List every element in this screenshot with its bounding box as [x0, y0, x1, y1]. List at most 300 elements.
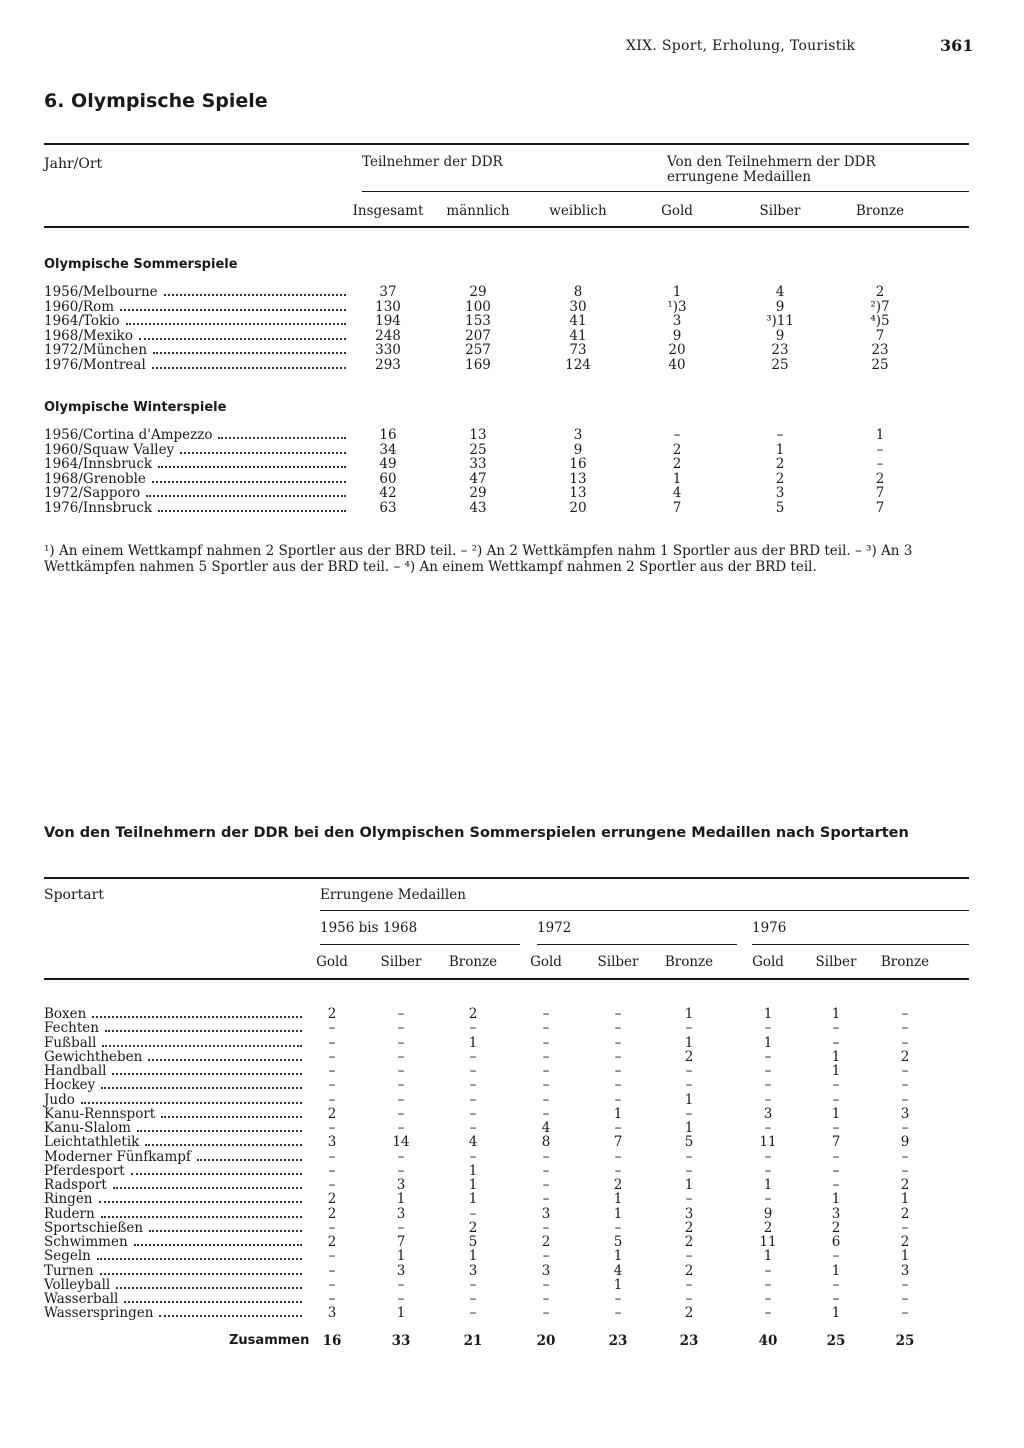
table-cell: –: [832, 1291, 840, 1307]
row-label: Schwimmen: [44, 1234, 128, 1250]
table-cell: –: [832, 1077, 840, 1094]
table-cell: 41: [569, 327, 587, 344]
row-label: 1968/Mexiko: [44, 327, 133, 344]
table-cell: 1: [900, 1248, 910, 1265]
table-cell: 1: [468, 1248, 478, 1265]
total-cell: 25: [895, 1333, 915, 1349]
table1-subheader-5: Silber: [759, 203, 801, 219]
table-cell: 1: [396, 1248, 406, 1265]
table-cell: 3: [775, 485, 785, 502]
table-cell: –: [469, 1105, 477, 1122]
table-cell: –: [901, 1091, 909, 1108]
table-cell: 3: [327, 1305, 337, 1322]
table-row: [44, 1234, 969, 1249]
row-label: Ringen: [44, 1191, 93, 1208]
table-cell: –: [328, 1248, 336, 1265]
table-cell: –: [901, 1305, 909, 1322]
row-label: Leichtathletik: [44, 1134, 140, 1151]
dot-leader: [105, 1030, 302, 1032]
table-cell: –: [764, 1020, 772, 1037]
table-cell: 25: [771, 357, 789, 373]
table-cell: 1: [831, 1262, 841, 1279]
total-label: Zusammen: [229, 1333, 310, 1348]
table-cell: 8: [541, 1134, 551, 1151]
table-cell: 2: [684, 1234, 694, 1250]
table-cell: 1: [831, 1006, 841, 1022]
table-cell: 1: [684, 1091, 694, 1108]
total-cell: 23: [608, 1333, 628, 1349]
table-cell: 43: [469, 500, 487, 516]
table-cell: 1: [672, 470, 682, 487]
table2-period-rule-2: [537, 944, 737, 945]
table-cell: 13: [569, 470, 587, 487]
table-cell: 2: [613, 1177, 623, 1193]
dot-leader: [153, 352, 346, 354]
table-cell: 1: [684, 1034, 694, 1051]
table-cell: 2: [900, 1048, 910, 1065]
table-cell: 4: [613, 1262, 623, 1279]
table1-section-title: Olympische Sommerspiele: [44, 257, 238, 272]
table-cell: 1: [763, 1248, 773, 1265]
table-cell: 153: [465, 313, 491, 330]
row-label: 1976/Montreal: [44, 357, 146, 373]
table-cell: 1: [875, 427, 885, 443]
table-cell: 1: [468, 1162, 478, 1179]
table-cell: 1: [468, 1177, 478, 1193]
table-cell: –: [542, 1048, 550, 1065]
row-label: Gewichtheben: [44, 1048, 143, 1065]
table-cell: 14: [392, 1134, 410, 1151]
table-row: [44, 1305, 969, 1320]
table2-subheader-1: Gold: [316, 954, 348, 970]
table-cell: 257: [465, 342, 491, 359]
table-cell: 60: [379, 470, 397, 487]
table-cell: 2: [684, 1048, 694, 1065]
table-cell: –: [901, 1148, 909, 1165]
table-cell: –: [328, 1148, 336, 1165]
row-label: 1976/Innsbruck: [44, 500, 153, 516]
table-cell: 29: [469, 485, 487, 502]
table-row: [44, 1191, 969, 1206]
table-cell: 4: [541, 1120, 551, 1136]
table-cell: –: [764, 1291, 772, 1307]
table-cell: –: [397, 1063, 405, 1079]
table-cell: 1: [900, 1191, 910, 1208]
table-cell: 33: [469, 456, 487, 473]
dot-leader: [149, 1230, 302, 1232]
table-cell: 2: [541, 1234, 551, 1250]
dot-leader: [218, 437, 346, 439]
table-cell: 1: [775, 441, 785, 458]
table-cell: –: [685, 1105, 693, 1122]
table-cell: 4: [672, 485, 682, 502]
table-row: [44, 456, 969, 471]
table-cell: –: [832, 1276, 840, 1293]
table-cell: 194: [375, 313, 401, 330]
table-cell: –: [542, 1006, 550, 1022]
table2-group-label: Errungene Medaillen: [320, 887, 466, 903]
table-cell: 2: [468, 1219, 478, 1236]
table-cell: 2: [327, 1105, 337, 1122]
table-row: [44, 1220, 969, 1235]
page-title: 6. Olympische Spiele: [44, 90, 268, 112]
table-cell: –: [673, 427, 681, 443]
table-cell: 7: [875, 327, 885, 344]
running-header-section: XIX. Sport, Erholung, Touristik: [626, 38, 856, 54]
table-row: [44, 1035, 969, 1050]
row-label: Kanu-Rennsport: [44, 1105, 156, 1122]
table-cell: 13: [569, 485, 587, 502]
row-label: Wasserball: [44, 1291, 119, 1307]
table-cell: –: [832, 1148, 840, 1165]
dot-leader: [120, 309, 346, 311]
total-cell: 16: [322, 1333, 342, 1349]
table-cell: 30: [569, 298, 587, 315]
table-cell: –: [328, 1020, 336, 1037]
table-cell: 2: [831, 1219, 841, 1236]
table-cell: 1: [672, 284, 682, 300]
page-number: 361: [940, 36, 974, 55]
table-cell: 9: [672, 327, 682, 344]
table-row: [44, 1263, 969, 1278]
table-cell: –: [328, 1262, 336, 1279]
table-cell: –: [764, 1262, 772, 1279]
table-cell: 1: [763, 1177, 773, 1193]
row-label: Fußball: [44, 1034, 97, 1051]
dot-leader: [131, 1173, 302, 1175]
table-cell: –: [542, 1077, 550, 1094]
table-cell: –: [469, 1048, 477, 1065]
table-cell: –: [542, 1020, 550, 1037]
dot-leader: [161, 1116, 302, 1118]
table-cell: 1: [396, 1191, 406, 1208]
table-row: [44, 1134, 969, 1149]
table2-subheader-5: Silber: [597, 954, 639, 970]
table-cell: –: [685, 1291, 693, 1307]
table1-subheader-1: Insgesamt: [352, 203, 424, 219]
table-cell: 3: [900, 1105, 910, 1122]
table-cell: 41: [569, 313, 587, 330]
table-cell: –: [832, 1020, 840, 1037]
table-row: [44, 1092, 969, 1107]
row-label: 1956/Cortina d'Ampezzo: [44, 427, 213, 443]
table-cell: 5: [775, 500, 785, 516]
table-cell: 2: [327, 1191, 337, 1208]
dot-leader: [113, 1187, 302, 1189]
table-cell: 2: [775, 456, 785, 473]
table-cell: –: [685, 1148, 693, 1165]
dot-leader: [112, 1073, 302, 1075]
table-cell: 1: [613, 1248, 623, 1265]
table2-subheader-3: Bronze: [448, 954, 498, 970]
table-cell: 7: [875, 500, 885, 516]
row-label: Pferdesport: [44, 1162, 125, 1179]
table-cell: 16: [569, 456, 587, 473]
table-cell: –: [832, 1034, 840, 1051]
table2-subheader-6: Bronze: [664, 954, 714, 970]
table-cell: –: [469, 1205, 477, 1222]
table-cell: –: [328, 1276, 336, 1293]
table-cell: 29: [469, 284, 487, 300]
table-cell: –: [542, 1276, 550, 1293]
table-cell: –: [614, 1048, 622, 1065]
dot-leader: [134, 1244, 302, 1246]
table-cell: 2: [900, 1234, 910, 1250]
table-cell: 1: [468, 1034, 478, 1051]
table-row: [44, 1248, 969, 1263]
total-cell: 40: [758, 1333, 778, 1349]
table-cell: –: [776, 427, 784, 443]
dot-leader: [126, 323, 346, 325]
table-cell: –: [469, 1305, 477, 1322]
table-cell: 1: [613, 1105, 623, 1122]
table-cell: 13: [469, 427, 487, 443]
table-cell: 248: [375, 327, 401, 344]
table-cell: –: [614, 1091, 622, 1108]
table-cell: –: [328, 1063, 336, 1079]
dot-leader: [152, 481, 346, 483]
table1-section-title: Olympische Winterspiele: [44, 400, 227, 415]
table-cell: –: [764, 1276, 772, 1293]
table-cell: –: [397, 1077, 405, 1094]
table2-period-1: 1956 bis 1968: [320, 920, 418, 936]
row-label: 1960/Rom: [44, 298, 114, 315]
table-cell: –: [764, 1191, 772, 1208]
table-cell: –: [328, 1162, 336, 1179]
table-cell: 23: [771, 342, 789, 359]
table-cell: 207: [465, 327, 491, 344]
table-row: [44, 427, 969, 442]
table-cell: ³)11: [766, 313, 794, 330]
dot-leader: [100, 1273, 302, 1275]
table-cell: –: [876, 441, 884, 458]
table-row: [44, 357, 969, 372]
row-label: Sportschießen: [44, 1219, 144, 1236]
table-cell: –: [397, 1291, 405, 1307]
table-cell: –: [764, 1091, 772, 1108]
table-cell: –: [542, 1091, 550, 1108]
table-cell: 9: [775, 327, 785, 344]
row-label: 1972/München: [44, 342, 148, 359]
dot-leader: [124, 1301, 302, 1303]
row-label: 1964/Innsbruck: [44, 456, 153, 473]
row-label: 1968/Grenoble: [44, 470, 146, 487]
table-cell: 1: [396, 1305, 406, 1322]
row-label: Radsport: [44, 1177, 107, 1193]
table-cell: 3: [672, 313, 682, 330]
table-cell: –: [614, 1305, 622, 1322]
table-cell: –: [542, 1248, 550, 1265]
table2-subheader-9: Bronze: [880, 954, 930, 970]
table-cell: –: [901, 1077, 909, 1094]
table-cell: 124: [565, 357, 591, 373]
table-row: [44, 1077, 969, 1092]
table-cell: 16: [379, 427, 397, 443]
table-cell: 7: [875, 485, 885, 502]
dot-leader: [81, 1102, 302, 1104]
table-cell: –: [614, 1020, 622, 1037]
table-cell: ⁴)5: [870, 313, 890, 330]
table-cell: –: [764, 1063, 772, 1079]
table-cell: –: [685, 1248, 693, 1265]
table-cell: –: [397, 1020, 405, 1037]
table-cell: 2: [327, 1205, 337, 1222]
table-cell: –: [328, 1091, 336, 1108]
table-cell: –: [397, 1091, 405, 1108]
table-cell: 330: [375, 342, 401, 359]
table-cell: 2: [684, 1305, 694, 1322]
table-cell: –: [542, 1191, 550, 1208]
table-cell: 23: [871, 342, 889, 359]
table1-subheader-6: Bronze: [855, 203, 905, 219]
dot-leader: [146, 495, 346, 497]
table-cell: 5: [613, 1234, 623, 1250]
table-cell: 11: [759, 1234, 777, 1250]
table-cell: 4: [468, 1134, 478, 1151]
table-cell: –: [469, 1291, 477, 1307]
row-label: Kanu-Slalom: [44, 1120, 131, 1136]
table-cell: –: [397, 1148, 405, 1165]
table-cell: –: [901, 1276, 909, 1293]
table-cell: –: [764, 1305, 772, 1322]
dot-leader: [152, 367, 346, 369]
table2-header-rule: [44, 978, 969, 980]
table-row: [44, 485, 969, 500]
table-cell: 2: [684, 1219, 694, 1236]
table-cell: 9: [763, 1205, 773, 1222]
table-cell: 42: [379, 485, 397, 502]
table-cell: –: [542, 1305, 550, 1322]
table-cell: –: [901, 1120, 909, 1136]
table-cell: –: [901, 1063, 909, 1079]
row-label: Judo: [44, 1091, 75, 1108]
table-cell: 1: [684, 1120, 694, 1136]
table-cell: –: [614, 1162, 622, 1179]
dot-leader: [101, 1087, 302, 1089]
table-cell: –: [469, 1120, 477, 1136]
table1-header-rule: [44, 226, 969, 228]
table-cell: –: [542, 1063, 550, 1079]
table-cell: –: [328, 1177, 336, 1193]
table-row: [44, 500, 969, 515]
dot-leader: [116, 1287, 302, 1289]
table-cell: –: [328, 1077, 336, 1094]
table-cell: 20: [569, 500, 587, 516]
table-row: [44, 1020, 969, 1035]
table-cell: 8: [573, 284, 583, 300]
dot-leader: [92, 1016, 302, 1018]
dot-leader: [101, 1216, 302, 1218]
table-cell: 2: [672, 456, 682, 473]
table-cell: –: [685, 1191, 693, 1208]
table-cell: –: [832, 1120, 840, 1136]
table-cell: –: [328, 1034, 336, 1051]
table-cell: –: [901, 1034, 909, 1051]
table2-period-rule-1: [320, 944, 520, 945]
table-cell: –: [328, 1291, 336, 1307]
table-cell: 11: [759, 1134, 777, 1151]
table-cell: –: [542, 1219, 550, 1236]
row-label: 1956/Melbourne: [44, 284, 158, 300]
table-cell: 3: [396, 1177, 406, 1193]
table1-subheader-3: weiblich: [549, 203, 607, 219]
table-cell: 100: [465, 298, 491, 315]
total-cell: 21: [463, 1333, 483, 1349]
table2-top-rule: [44, 877, 969, 879]
table-row: [44, 299, 969, 314]
table-row: [44, 313, 969, 328]
table-row: [44, 1206, 969, 1221]
table-cell: 2: [672, 441, 682, 458]
dot-leader: [164, 294, 346, 296]
table1-group-participants: Teilnehmer der DDR: [362, 154, 503, 170]
table-cell: –: [685, 1020, 693, 1037]
table-cell: 3: [396, 1262, 406, 1279]
table-row: [44, 1120, 969, 1135]
table-cell: 1: [613, 1191, 623, 1208]
table-cell: –: [542, 1177, 550, 1193]
table-cell: –: [764, 1077, 772, 1094]
table-cell: 2: [763, 1219, 773, 1236]
table-cell: 2: [775, 470, 785, 487]
row-label: Boxen: [44, 1006, 87, 1022]
table-cell: –: [685, 1276, 693, 1293]
total-row: [44, 1333, 969, 1348]
table-cell: –: [328, 1219, 336, 1236]
table-cell: 47: [469, 470, 487, 487]
table1-subheader-4: Gold: [661, 203, 693, 219]
table-cell: –: [901, 1162, 909, 1179]
table-row: [44, 1291, 969, 1306]
table-cell: 1: [684, 1006, 694, 1022]
table-cell: –: [328, 1120, 336, 1136]
row-label: Moderner Fünfkampf: [44, 1148, 191, 1165]
table-cell: 63: [379, 500, 397, 516]
table-cell: 2: [684, 1262, 694, 1279]
table-cell: 3: [684, 1205, 694, 1222]
table-cell: 4: [775, 284, 785, 300]
table-row: [44, 284, 969, 299]
table-cell: –: [832, 1177, 840, 1193]
table-row: [44, 1049, 969, 1064]
table-cell: –: [469, 1020, 477, 1037]
dot-leader: [102, 1045, 302, 1047]
dot-leader: [99, 1201, 302, 1203]
table-cell: 5: [468, 1234, 478, 1250]
table-cell: –: [764, 1120, 772, 1136]
table-cell: 7: [672, 500, 682, 516]
table-cell: 2: [468, 1006, 478, 1022]
dot-leader: [97, 1258, 302, 1260]
table-cell: 2: [875, 284, 885, 300]
table-row: [44, 1163, 969, 1178]
table-cell: –: [614, 1077, 622, 1094]
dot-leader: [137, 1130, 302, 1132]
table-cell: –: [901, 1006, 909, 1022]
table2-period-3: 1976: [752, 920, 787, 936]
table-cell: 3: [396, 1205, 406, 1222]
table-cell: 37: [379, 284, 397, 300]
table2-subheader-2: Silber: [380, 954, 422, 970]
table-cell: 25: [871, 357, 889, 373]
table-cell: –: [614, 1034, 622, 1051]
table-cell: 20: [668, 342, 686, 359]
table-cell: 40: [668, 357, 686, 373]
table-row: [44, 1006, 969, 1021]
table-cell: 1: [763, 1006, 773, 1022]
table-cell: 3: [541, 1262, 551, 1279]
table-row: [44, 1177, 969, 1192]
